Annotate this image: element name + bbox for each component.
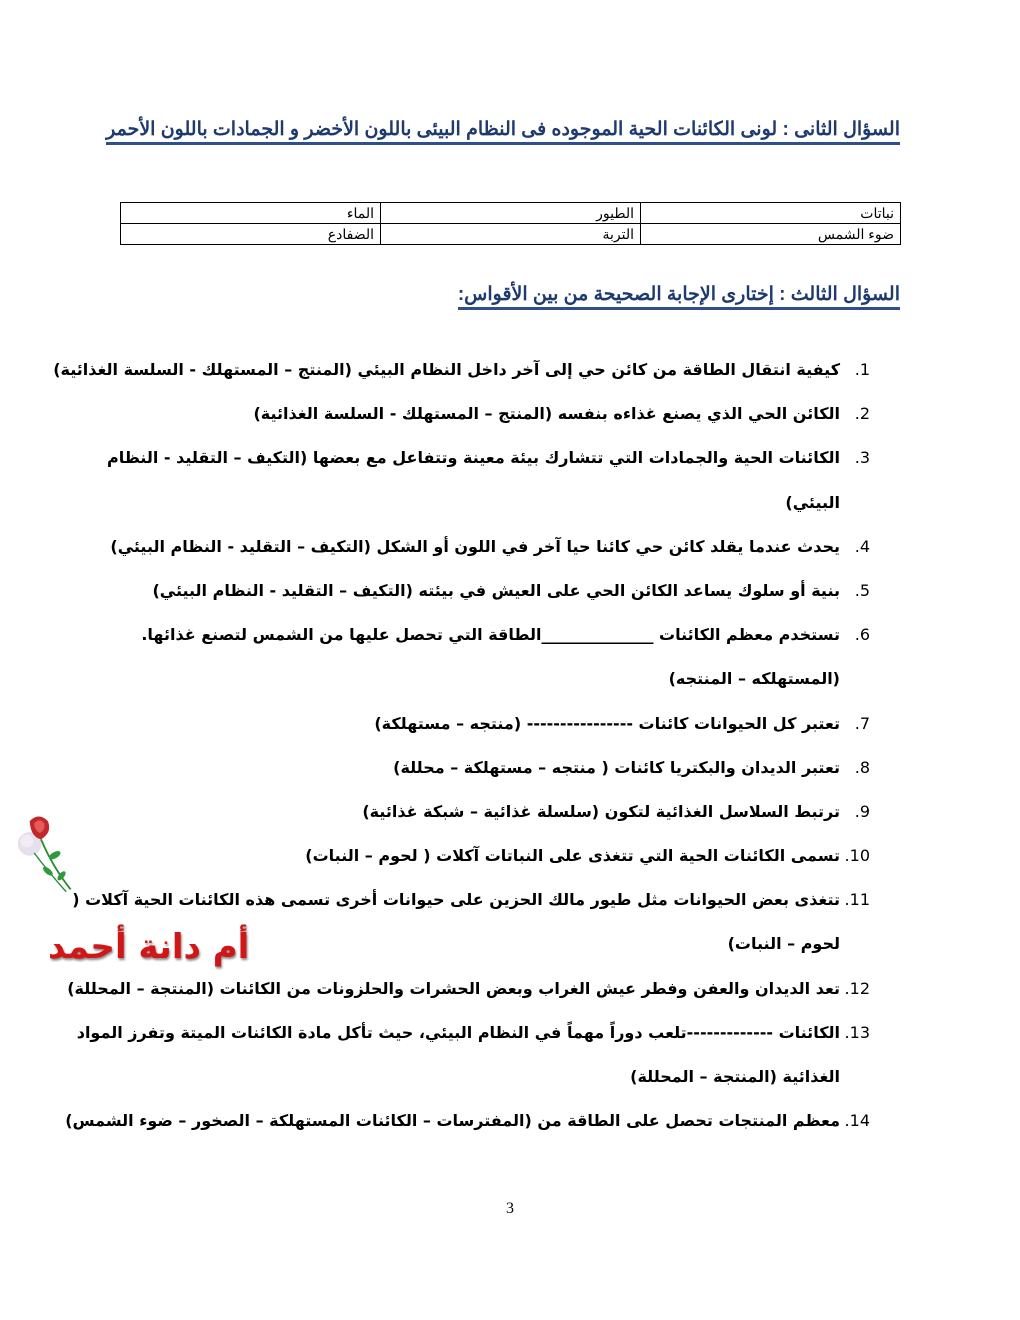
question-item: [110, 525, 870, 569]
item-number: 1.: [854, 360, 870, 379]
question-item: [72, 878, 870, 922]
question-item: [150, 569, 870, 613]
item-number: 14.: [844, 1111, 870, 1131]
question-item: [150, 790, 870, 834]
item-text: تستخدم معظم الكائنات ______________الطاقة التي تحصل عليها من الشمس لتصنع غذائها.: [141, 625, 840, 645]
page-number: 3: [506, 1200, 514, 1217]
question-item-continuation: [150, 481, 870, 525]
question-item: [150, 746, 870, 790]
question-item: [53, 348, 870, 392]
table-cell: الضفادع: [121, 224, 381, 245]
words-table: [120, 202, 901, 245]
item-text: الغذائية (المنتجة – المحللة): [630, 1067, 840, 1086]
item-text: الكائن الحي الذي يصنع غذاءه بنفسه (المنتج – المستهلك - السلسة الغذائية): [253, 404, 840, 424]
question-item: [76, 1011, 870, 1055]
table-cell: الطيور: [381, 203, 641, 224]
item-number: 3.: [854, 448, 870, 468]
question-item-continuation: [150, 657, 870, 701]
item-number: 8.: [854, 757, 870, 777]
question-2-title: السؤال الثانى : لونى الكائنات الحية الموجوده فى النظام البيئى باللون الأخضر و الجمادات باللون الأحمر: [106, 118, 900, 145]
item-text: البيئي): [785, 492, 840, 512]
item-text: بنية أو سلوك يساعد الكائن الحي على العيش في بيئته (التكيف – التقليد - النظام البيئي): [152, 580, 840, 600]
table-row: [121, 224, 901, 245]
item-number: 11.: [844, 890, 870, 910]
question-item-continuation: [150, 922, 870, 966]
item-number: 7.: [854, 713, 870, 733]
item-number: 4.: [854, 536, 870, 556]
item-number: 5.: [854, 580, 870, 600]
item-text: تعتبر الديدان والبكتريا كائنات ( منتجه – مستهلكة – محللة): [393, 757, 840, 777]
question-item: [141, 613, 870, 657]
item-text: تعد الديدان والعفن وفطر عيش الغراب وبعض الحشرات والحلزونات من الكائنات (المنتجة – المحللة): [67, 978, 840, 998]
item-text: ترتبط السلاسل الغذائية لتكون (سلسلة غذائية – شبكة غذائية): [362, 801, 840, 821]
item-text: لحوم – النبات): [727, 934, 840, 954]
item-number: 2.: [854, 404, 870, 424]
table-row: [121, 203, 901, 224]
item-number: 13.: [844, 1022, 870, 1042]
item-text: يحدث عندما يقلد كائن حي كائنا حيا آخر في اللون أو الشكل (التكيف – التقليد - النظام البيئي): [110, 536, 840, 556]
item-text: الكائنات -------------تلعب دوراً مهماً في النظام البيئي، حيث تأكل مادة الكائنات الميتة وتفرز المواد: [76, 1022, 840, 1042]
item-text: تسمى الكائنات الحية التي تتغذى على النباتات آكلات ( لحوم – النبات): [305, 846, 840, 866]
item-text: معظم المنتجات تحصل على الطاقة من (المفترسات – الكائنات المستهلكة – الصخور – ضوء الشمس): [65, 1111, 840, 1131]
watermark-logo: أم دانة أحمد: [48, 927, 250, 967]
question-item-continuation: [150, 1055, 870, 1099]
item-text: تعتبر كل الحيوانات كائنات ---------------- (منتجه – مستهلكة): [374, 713, 840, 733]
item-number: 6.: [854, 625, 870, 645]
question-item: [106, 436, 870, 480]
question-3-title: السؤال الثالث : إختارى الإجابة الصحيحة من بين الأقواس:: [458, 283, 900, 310]
table-cell: التربة: [381, 224, 641, 245]
table-cell: نباتات: [641, 203, 901, 224]
item-text: تتغذى بعض الحيوانات مثل طيور مالك الحزين على حيوانات أخرى تسمى هذه الكائنات الحية آكلات (: [72, 890, 840, 910]
table-cell: ضوء الشمس: [641, 224, 901, 245]
item-text: (المستهلكه – المنتجه): [668, 669, 840, 689]
question-item: [65, 1099, 870, 1143]
table-cell: الماء: [121, 203, 381, 224]
question-item: [150, 702, 870, 746]
question-item: [150, 392, 870, 436]
item-text: كيفية انتقال الطاقة من كائن حي إلى آخر داخل النظام البيئي (المنتج – المستهلك - السلسة الغذائية): [53, 360, 840, 379]
item-number: 9.: [854, 801, 870, 821]
item-number: 10.: [844, 846, 870, 866]
question-item: [150, 834, 870, 878]
question-item: [67, 967, 870, 1011]
item-text: الكائنات الحية والجمادات التي تتشارك بيئة معينة وتتفاعل مع بعضها (التكيف – التقليد - النظام: [106, 448, 840, 468]
item-number: 12.: [844, 978, 870, 998]
